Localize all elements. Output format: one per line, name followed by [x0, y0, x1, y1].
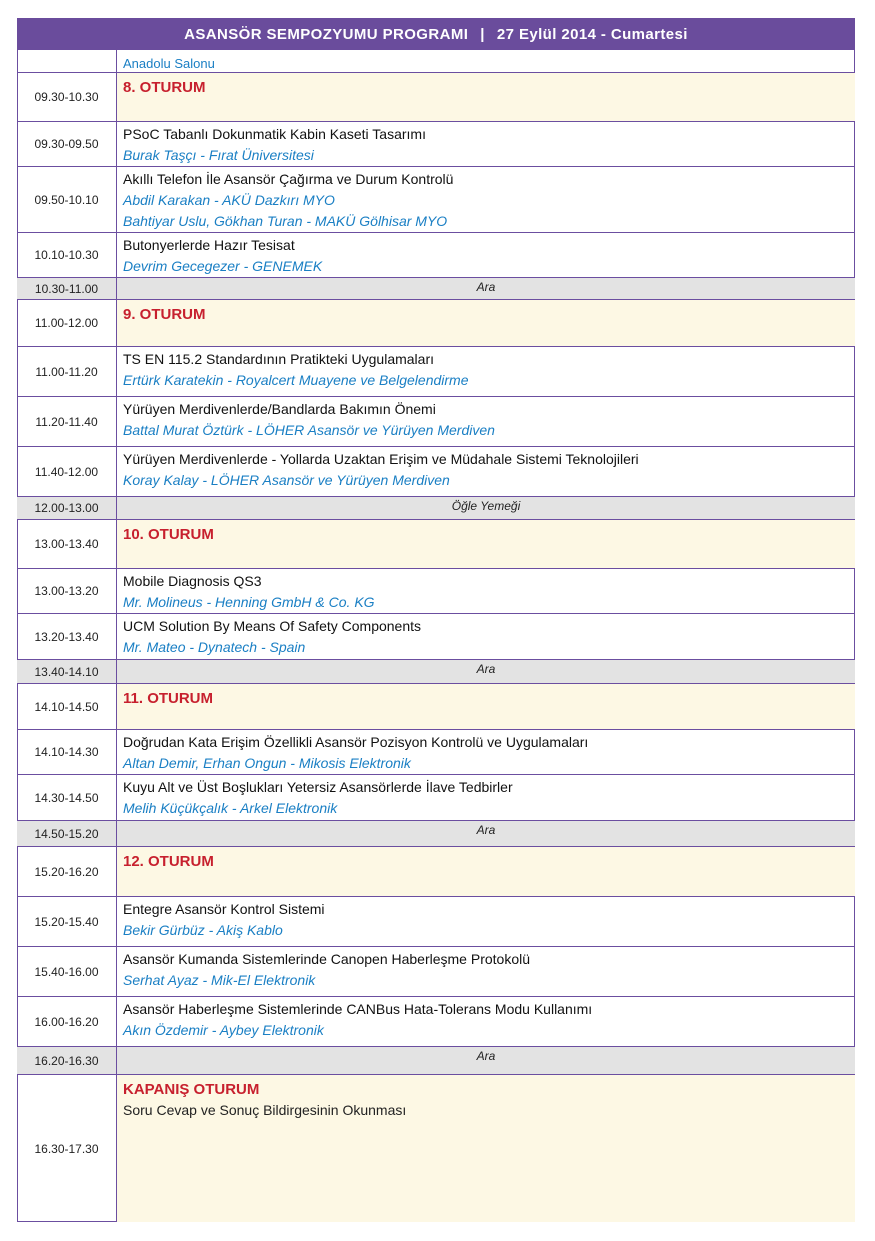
program-date: 27 Eylül 2014 - Cumartesi: [496, 25, 688, 43]
time-cell: 14.10-14.30: [17, 730, 117, 774]
content-cell: [117, 730, 855, 774]
hall-name: Anadolu Salonu: [123, 56, 215, 71]
time-cell: 09.30-10.30: [17, 73, 117, 121]
time-cell: 13.40-14.10: [17, 660, 117, 683]
hall-row: [17, 50, 855, 73]
content-cell: [117, 847, 855, 896]
talk-author: Mr. Molineus - Henning GmbH & Co. KG: [123, 594, 375, 610]
content-cell: [117, 73, 855, 121]
talk-row: [17, 947, 855, 997]
break-label: Ara: [476, 662, 496, 676]
talk-title: Mobile Diagnosis QS3: [123, 573, 262, 589]
talk-title: Yürüyen Merdivenlerde/Bandlarda Bakımın Önemi: [123, 401, 436, 417]
time-cell: 11.40-12.00: [17, 447, 117, 496]
break-row: [17, 821, 855, 847]
hall-cell: [117, 50, 855, 72]
time-cell: 13.20-13.40: [17, 614, 117, 659]
time-cell: 11.00-12.00: [17, 300, 117, 346]
time-cell: 11.00-11.20: [17, 347, 117, 396]
session-title: 12. OTURUM: [123, 853, 214, 870]
content-cell: [117, 497, 855, 519]
content-cell: [117, 1075, 855, 1222]
time-cell: 10.10-10.30: [17, 233, 117, 277]
session-title: 11. OTURUM: [123, 690, 214, 707]
session-title: 9. OTURUM: [123, 306, 206, 323]
talk-author: Serhat Ayaz - Mik-El Elektronik: [123, 972, 316, 988]
talk-author: Devrim Gecegezer - GENEMEK: [123, 258, 323, 274]
break-label: Ara: [476, 280, 496, 294]
talk-title: Akıllı Telefon İle Asansör Çağırma ve Durum Kontrolü: [123, 171, 454, 187]
talk-title: Asansör Haberleşme Sistemlerinde CANBus Hata-Tolerans Modu Kullanımı: [123, 1001, 593, 1017]
talk-title: Kuyu Alt ve Üst Boşlukları Yetersiz Asansörlerde İlave Tedbirler: [123, 779, 513, 795]
content-cell: [117, 233, 855, 277]
talk-row: [17, 122, 855, 167]
talk-author: Bahtiyar Uslu, Gökhan Turan - MAKÜ Gölhisar MYO: [123, 213, 448, 229]
talk-title: TS EN 115.2 Standardının Pratikteki Uygulamaları: [123, 351, 435, 367]
talk-title: Asansör Kumanda Sistemlerinde Canopen Haberleşme Protokolü: [123, 951, 530, 967]
talk-row: [17, 614, 855, 660]
talk-row: [17, 233, 855, 278]
talk-author: Melih Küçükçalık - Arkel Elektronik: [123, 800, 338, 816]
session-row: [17, 1075, 855, 1222]
content-cell: [117, 684, 855, 729]
time-cell: 14.50-15.20: [17, 821, 117, 846]
time-cell: 15.20-16.20: [17, 847, 117, 896]
time-cell: 09.30-09.50: [17, 122, 117, 166]
session-title: 8. OTURUM: [123, 79, 206, 96]
time-cell: 13.00-13.40: [17, 520, 117, 568]
content-cell: [117, 397, 855, 446]
talk-author: Burak Taşçı - Fırat Üniversitesi: [123, 147, 314, 163]
break-label: Ara: [476, 1049, 496, 1063]
session-row: [17, 300, 855, 347]
talk-row: [17, 447, 855, 497]
time-cell: 10.30-11.00: [17, 278, 117, 299]
talk-row: [17, 897, 855, 947]
time-cell: 13.00-13.20: [17, 569, 117, 613]
content-cell: [117, 447, 855, 496]
time-cell: 11.20-11.40: [17, 397, 117, 446]
time-cell: 16.00-16.20: [17, 997, 117, 1046]
break-row: [17, 497, 855, 520]
time-cell: 14.30-14.50: [17, 775, 117, 820]
time-cell: 15.40-16.00: [17, 947, 117, 996]
content-cell: [117, 520, 855, 568]
talk-title: Yürüyen Merdivenlerde - Yollarda Uzaktan Erişim ve Müdahale Sistemi Teknolojileri: [123, 451, 639, 467]
content-cell: [117, 775, 855, 820]
talk-row: [17, 397, 855, 447]
content-cell: [117, 300, 855, 346]
header-separator: |: [480, 25, 485, 43]
talk-author: Bekir Gürbüz - Akiş Kablo: [123, 922, 283, 938]
talk-row: [17, 775, 855, 821]
session-title: KAPANIŞ OTURUM: [123, 1081, 260, 1098]
talk-author: Akın Özdemir - Aybey Elektronik: [123, 1022, 324, 1038]
break-row: [17, 1047, 855, 1075]
break-row: [17, 278, 855, 300]
content-cell: [117, 569, 855, 613]
talk-author: Mr. Mateo - Dynatech - Spain: [123, 639, 306, 655]
program-header: [17, 18, 855, 50]
talk-author: Battal Murat Öztürk - LÖHER Asansör ve Yürüyen Merdiven: [123, 422, 495, 438]
session-row: [17, 520, 855, 569]
talk-title: PSoC Tabanlı Dokunmatik Kabin Kaseti Tasarımı: [123, 126, 426, 142]
content-cell: [117, 660, 855, 683]
time-cell: 14.10-14.50: [17, 684, 117, 729]
break-label: Öğle Yemeği: [451, 499, 521, 513]
talk-author: Abdil Karakan - AKÜ Dazkırı MYO: [123, 192, 335, 208]
content-cell: [117, 897, 855, 946]
talk-title: Entegre Asansör Kontrol Sistemi: [123, 901, 325, 917]
talk-author: Koray Kalay - LÖHER Asansör ve Yürüyen Merdiven: [123, 472, 450, 488]
session-title: 10. OTURUM: [123, 526, 214, 543]
content-cell: [117, 347, 855, 396]
talk-author: Altan Demir, Erhan Ongun - Mikosis Elektronik: [123, 755, 411, 771]
time-cell: 09.50-10.10: [17, 167, 117, 232]
time-cell: [17, 50, 117, 72]
content-cell: [117, 1047, 855, 1074]
content-cell: [117, 821, 855, 846]
session-row: [17, 684, 855, 730]
talk-row: [17, 730, 855, 775]
break-row: [17, 660, 855, 684]
talk-author: Ertürk Karatekin - Royalcert Muayene ve Belgelendirme: [123, 372, 469, 388]
talk-row: [17, 347, 855, 397]
time-cell: 16.30-17.30: [17, 1075, 117, 1222]
session-note: Soru Cevap ve Sonuç Bildirgesinin Okunması: [123, 1102, 407, 1118]
talk-row: [17, 997, 855, 1047]
time-cell: 12.00-13.00: [17, 497, 117, 519]
session-row: [17, 73, 855, 122]
talk-title: UCM Solution By Means Of Safety Components: [123, 618, 422, 634]
content-cell: [117, 278, 855, 299]
content-cell: [117, 122, 855, 166]
content-cell: [117, 997, 855, 1046]
content-cell: [117, 167, 855, 232]
break-label: Ara: [476, 823, 496, 837]
talk-row: [17, 167, 855, 233]
time-cell: 16.20-16.30: [17, 1047, 117, 1074]
session-row: [17, 847, 855, 897]
talk-row: [17, 569, 855, 614]
program-title: ASANSÖR SEMPOZYUMU PROGRAMI: [184, 25, 469, 43]
talk-title: Butonyerlerde Hazır Tesisat: [123, 237, 295, 253]
content-cell: [117, 614, 855, 659]
time-cell: 15.20-15.40: [17, 897, 117, 946]
content-cell: [117, 947, 855, 996]
talk-title: Doğrudan Kata Erişim Özellikli Asansör Pozisyon Kontrolü ve Uygulamaları: [123, 734, 589, 750]
